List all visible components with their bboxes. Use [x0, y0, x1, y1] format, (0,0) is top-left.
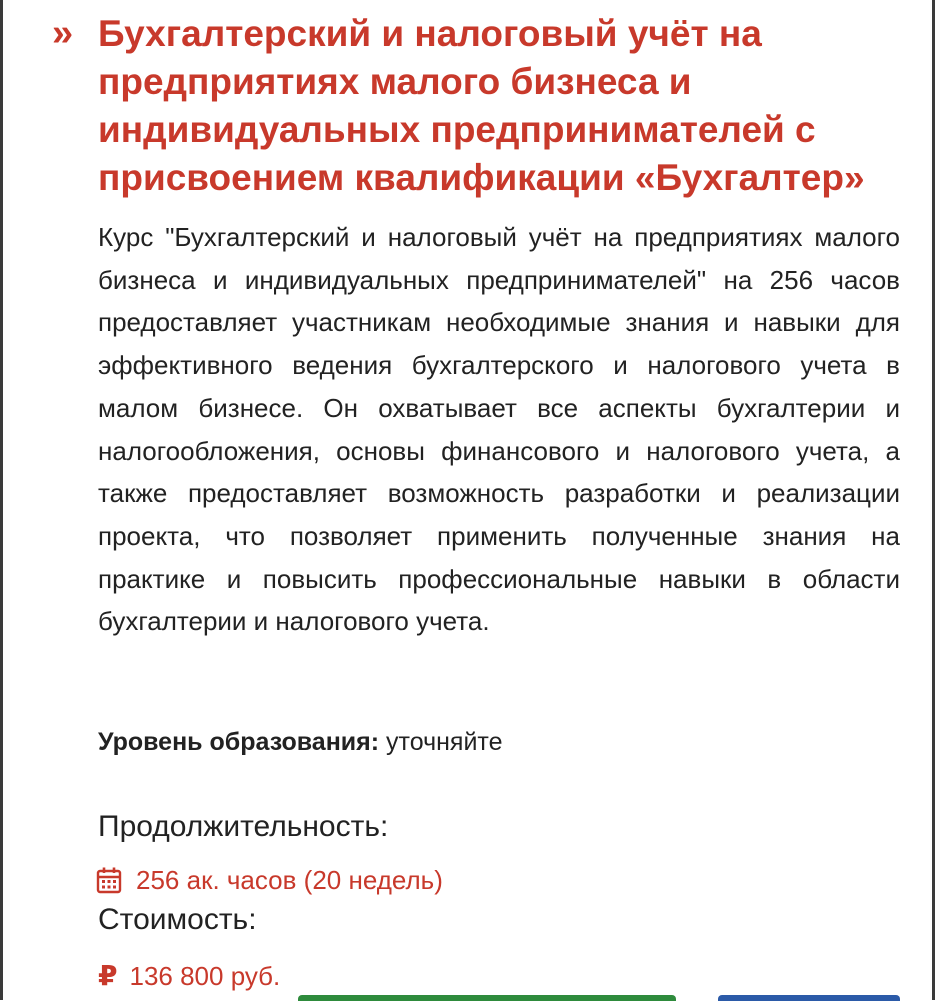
price-value: 136 800 руб. [129, 961, 281, 991]
course-description: Курс "Бухгалтерский и налоговый учёт на предприятиях малого бизнеса и индивидуальных предпринимателей" на 256 часов предоставляет участникам необходимые знания и навыки для эффективного ведения бухгалтерского и налогового учета в малом бизнесе. Он охватывает все аспекты бухгалтерии и налогообложения, основы финансового и налогового учета, а также предоставляет возможность разработки и реализации проекта, что позволяет применить полученные знания на практике и повысить профессиональные навыки в области бухгалтерии и налогового учета. [98, 222, 900, 637]
price-row [98, 956, 280, 996]
duration-row [96, 860, 443, 900]
calendar-icon [96, 866, 122, 894]
enroll-button-edge[interactable] [298, 995, 676, 1001]
title-marker-icon: » [52, 12, 74, 54]
education-level-value: уточняйте [386, 728, 503, 756]
ruble-icon: ₽ [98, 960, 118, 991]
course-title[interactable]: Бухгалтерский и налоговый учёт на предприятиях малого бизнеса и индивидуальных предпринимателей с присвоением квалификации «Бухгалтер» [98, 13, 865, 198]
duration-value: 256 ак. часов (20 недель) [136, 865, 443, 895]
card-border-left [0, 0, 3, 1000]
price-heading: Стоимость: [98, 903, 257, 936]
education-level-label: Уровень образования: [98, 728, 380, 756]
education-level [98, 722, 502, 762]
details-button-edge[interactable] [718, 995, 900, 1001]
duration-heading: Продолжительность: [98, 810, 389, 843]
